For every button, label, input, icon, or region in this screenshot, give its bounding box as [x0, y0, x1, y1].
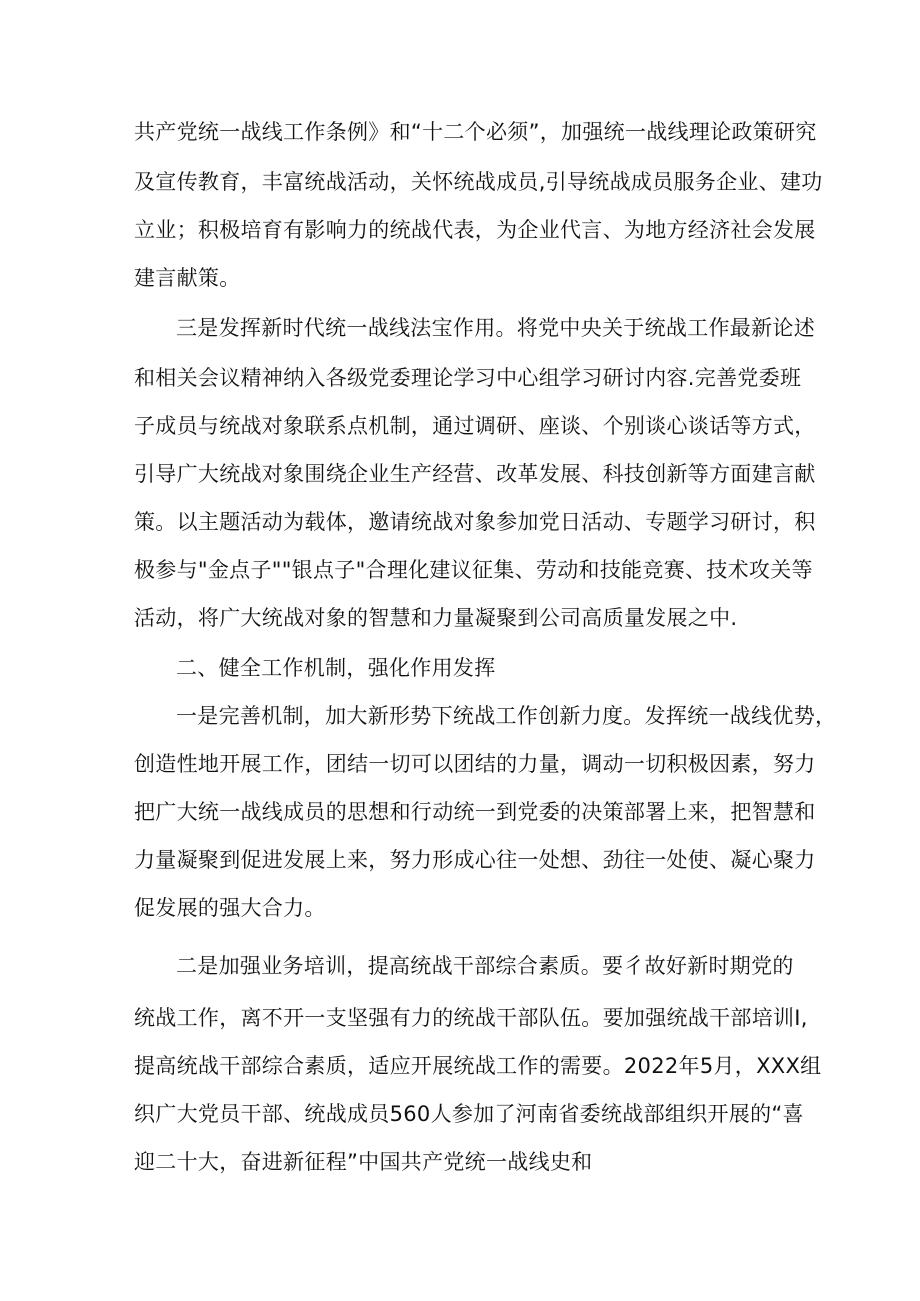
text-line: 引导广大统战对象围绕企业生产经营、改革发展、科技创新等方面建言献: [134, 462, 816, 486]
text-line: 子成员与统战对象联系点机制，通过调研、座谈、个别谈心谈话等方式，: [134, 414, 816, 438]
text-line: 及宣传教育，丰富统战活动，关怀统战成员,引导统战成员服务企业、建功: [134, 170, 823, 194]
text-line: 三是发挥新时代统一战线法宝作用。将党中央关于统战工作最新论述: [176, 316, 815, 340]
text-line: 统战工作，离不开一支坚强有力的统战干部队伍。要加强统战干部培训I,: [134, 1006, 808, 1030]
text-line: 极参与"金点子""银点子"合理化建议征集、劳动和技能竞赛、技术攻关等: [134, 558, 813, 582]
text-line: 力量凝聚到促进发展上来，努力形成心往一处想、劲往一处使、凝心聚力: [134, 848, 816, 872]
text-line: 活动，将广大统战对象的智慧和力量凝聚到公司高质量发展之中.: [134, 606, 738, 630]
text-line: 促发展的强大合力。: [134, 896, 326, 920]
text-line: 一是完善机制，加大新形势下统战工作创新力度。发挥统一战线优势，: [176, 704, 837, 728]
text-line: 策。以主题活动为载体，邀请统战对象参加党日活动、专题学习研讨，积: [134, 510, 816, 534]
text-line: 创造性地开展工作，团结一切可以团结的力量，调动一切积极因素，努力: [134, 752, 816, 776]
text-line: 提高统战干部综合素质，适应开展统战工作的需要。2022年5月，XXX组: [134, 1054, 822, 1078]
text-line: 和相关会议精神纳入各级党委理论学习中心组学习研讨内容.完善党委班: [134, 366, 802, 390]
text-line: 立业；积极培育有影响力的统战代表，为企业代言、为地方经济社会发展: [134, 218, 816, 242]
text-line: 把广大统一战线成员的思想和行动统一到党委的决策部署上来，把智慧和: [134, 800, 816, 824]
text-line: 二是加强业务培训，提高统战干部综合素质。要彳故好新时期党的: [176, 954, 794, 978]
text-line: 共产党统一战线工作条例》和“十二个必须”，加强统一战线理论政策研究: [134, 120, 817, 144]
text-line: 建言献策。: [134, 266, 241, 290]
text-line: 迎二十大，奋进新征程”中国共产党统一战线史和: [134, 1150, 593, 1174]
section-heading: 二、健全工作机制，强化作用发挥: [176, 656, 496, 680]
text-line: 织广大党员干部、统战成员560人参加了河南省委统战部组织开展的“喜: [134, 1102, 804, 1126]
